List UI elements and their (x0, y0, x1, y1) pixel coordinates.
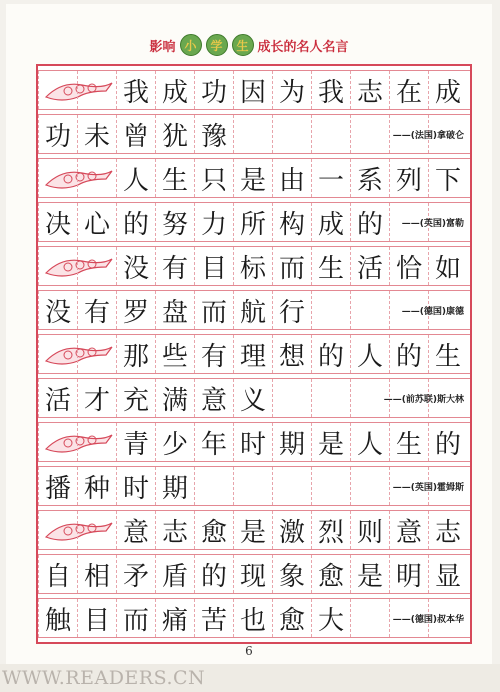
char-cell: 标 (233, 247, 272, 285)
grid-row (38, 510, 470, 550)
char-cell: 愈 (272, 599, 311, 637)
header-title: 成长的名人名言 (257, 39, 349, 55)
char-cell: 由 (272, 159, 311, 197)
char-cell: 人 (116, 159, 155, 197)
char-cell: 生 (155, 159, 194, 197)
char-cell: 大 (311, 599, 350, 637)
grid-row (38, 158, 470, 198)
char-cell: 志 (350, 71, 389, 109)
char-cell (194, 467, 233, 505)
char-cell: 意 (116, 511, 155, 549)
char-cell: 活 (350, 247, 389, 285)
char-cell: 愈 (311, 555, 350, 593)
char-cell (311, 379, 350, 417)
char-cell: 也 (233, 599, 272, 637)
char-cell (233, 115, 272, 153)
char-cell: 的 (311, 335, 350, 373)
char-cell (77, 159, 116, 197)
grid-row (38, 378, 470, 418)
header-prefix: 影响 (149, 39, 176, 55)
char-cell: 功 (194, 71, 233, 109)
char-cell (38, 71, 77, 109)
char-cell: 的 (389, 335, 428, 373)
char-cell: 盘 (155, 291, 194, 329)
grid-row (38, 114, 470, 154)
quote-attribution: ——(德国)康德 (401, 306, 464, 317)
char-cell (311, 467, 350, 505)
char-cell (77, 423, 116, 461)
char-cell: 而 (116, 599, 155, 637)
char-cell (350, 115, 389, 153)
char-cell: 构 (272, 203, 311, 241)
char-cell: 没 (38, 291, 77, 329)
grid-row (38, 334, 470, 374)
char-cell (233, 467, 272, 505)
char-cell: 些 (155, 335, 194, 373)
char-cell: 成 (311, 203, 350, 241)
char-cell: 的 (428, 423, 467, 461)
char-cell: 在 (389, 71, 428, 109)
char-cell: 人 (350, 335, 389, 373)
char-cell: 我 (116, 71, 155, 109)
char-cell: 如 (428, 247, 467, 285)
char-cell: 目 (194, 247, 233, 285)
grid-row (38, 246, 470, 286)
char-cell: 航 (233, 291, 272, 329)
page-number: 6 (245, 644, 253, 658)
char-cell: 未 (77, 115, 116, 153)
char-cell: 曾 (116, 115, 155, 153)
char-cell: 青 (116, 423, 155, 461)
char-cell (77, 511, 116, 549)
char-cell: 苦 (194, 599, 233, 637)
char-cell: 时 (233, 423, 272, 461)
grid-row (38, 422, 470, 462)
char-cell: 而 (272, 247, 311, 285)
char-cell: 生 (389, 423, 428, 461)
char-cell: 生 (428, 335, 467, 373)
char-cell: 列 (389, 159, 428, 197)
char-cell: 目 (77, 599, 116, 637)
char-cell: 是 (350, 555, 389, 593)
char-cell (38, 423, 77, 461)
char-cell: 义 (233, 379, 272, 417)
char-cell: 犹 (155, 115, 194, 153)
char-cell: 想 (272, 335, 311, 373)
page-header (6, 32, 492, 58)
char-cell: 生 (311, 247, 350, 285)
grid-row (38, 554, 470, 594)
char-cell (38, 159, 77, 197)
book-page (6, 4, 492, 672)
char-cell: 下 (428, 159, 467, 197)
char-cell: 力 (194, 203, 233, 241)
char-cell: 罗 (116, 291, 155, 329)
char-cell (350, 467, 389, 505)
quote-attribution: ——(英国)富勒 (401, 218, 464, 229)
char-cell: 是 (233, 159, 272, 197)
grid-row (38, 290, 470, 330)
char-cell: 成 (428, 71, 467, 109)
char-cell: 只 (194, 159, 233, 197)
char-cell: 恰 (389, 247, 428, 285)
char-cell: 盾 (155, 555, 194, 593)
char-cell: 有 (155, 247, 194, 285)
char-cell (350, 599, 389, 637)
char-cell: 满 (155, 379, 194, 417)
quote-attribution: ——(德国)叔本华 (392, 614, 464, 625)
char-cell: 播 (38, 467, 77, 505)
watermark: WWW.READERS.CN (0, 664, 500, 692)
quote-attribution: ——(英国)霍姆斯 (392, 482, 464, 493)
char-cell: 愈 (194, 511, 233, 549)
char-cell: 没 (116, 247, 155, 285)
char-cell: 心 (77, 203, 116, 241)
char-cell: 显 (428, 555, 467, 593)
char-cell (272, 115, 311, 153)
char-cell: 我 (311, 71, 350, 109)
char-cell: 意 (389, 511, 428, 549)
char-cell (38, 335, 77, 373)
char-cell: 充 (116, 379, 155, 417)
char-cell: 自 (38, 555, 77, 593)
char-cell: 志 (428, 511, 467, 549)
quote-attribution: ——(法国)拿破仑 (392, 130, 464, 141)
char-cell: 而 (194, 291, 233, 329)
char-cell: 现 (233, 555, 272, 593)
char-cell: 则 (350, 511, 389, 549)
char-cell (311, 115, 350, 153)
calligraphy-grid (36, 64, 472, 644)
char-cell (350, 291, 389, 329)
header-badge: 生 (232, 34, 254, 56)
char-cell (77, 71, 116, 109)
char-cell: 所 (233, 203, 272, 241)
char-cell (77, 247, 116, 285)
char-cell: 是 (233, 511, 272, 549)
char-cell: 的 (116, 203, 155, 241)
char-cell: 人 (350, 423, 389, 461)
char-cell: 时 (116, 467, 155, 505)
grid-row (38, 70, 470, 110)
char-cell: 努 (155, 203, 194, 241)
char-cell (38, 247, 77, 285)
char-cell: 功 (38, 115, 77, 153)
char-cell (311, 291, 350, 329)
char-cell (38, 511, 77, 549)
char-cell: 成 (155, 71, 194, 109)
char-cell: 系 (350, 159, 389, 197)
char-cell: 志 (155, 511, 194, 549)
char-cell: 矛 (116, 555, 155, 593)
char-cell: 才 (77, 379, 116, 417)
header-badge: 学 (206, 34, 228, 56)
char-cell: 触 (38, 599, 77, 637)
char-cell: 有 (77, 291, 116, 329)
char-cell: 痛 (155, 599, 194, 637)
char-cell: 激 (272, 511, 311, 549)
char-cell: 意 (194, 379, 233, 417)
char-cell: 年 (194, 423, 233, 461)
char-cell: 活 (38, 379, 77, 417)
char-cell: 烈 (311, 511, 350, 549)
quote-attribution: ——(前苏联)斯大林 (383, 394, 464, 405)
char-cell: 少 (155, 423, 194, 461)
char-cell: 的 (350, 203, 389, 241)
char-cell: 决 (38, 203, 77, 241)
char-cell: 是 (311, 423, 350, 461)
char-cell: 的 (194, 555, 233, 593)
grid-row (38, 202, 470, 242)
char-cell (272, 379, 311, 417)
char-cell: 理 (233, 335, 272, 373)
char-cell: 象 (272, 555, 311, 593)
char-cell: 期 (272, 423, 311, 461)
char-cell: 豫 (194, 115, 233, 153)
char-cell: 有 (194, 335, 233, 373)
char-cell: 种 (77, 467, 116, 505)
char-cell: 明 (389, 555, 428, 593)
char-cell: 一 (311, 159, 350, 197)
char-cell: 期 (155, 467, 194, 505)
char-cell: 相 (77, 555, 116, 593)
char-cell: 为 (272, 71, 311, 109)
grid-row (38, 466, 470, 506)
char-cell (77, 335, 116, 373)
grid-row (38, 598, 470, 638)
char-cell: 因 (233, 71, 272, 109)
char-cell: 那 (116, 335, 155, 373)
char-cell: 行 (272, 291, 311, 329)
header-badge: 小 (180, 34, 202, 56)
char-cell (272, 467, 311, 505)
